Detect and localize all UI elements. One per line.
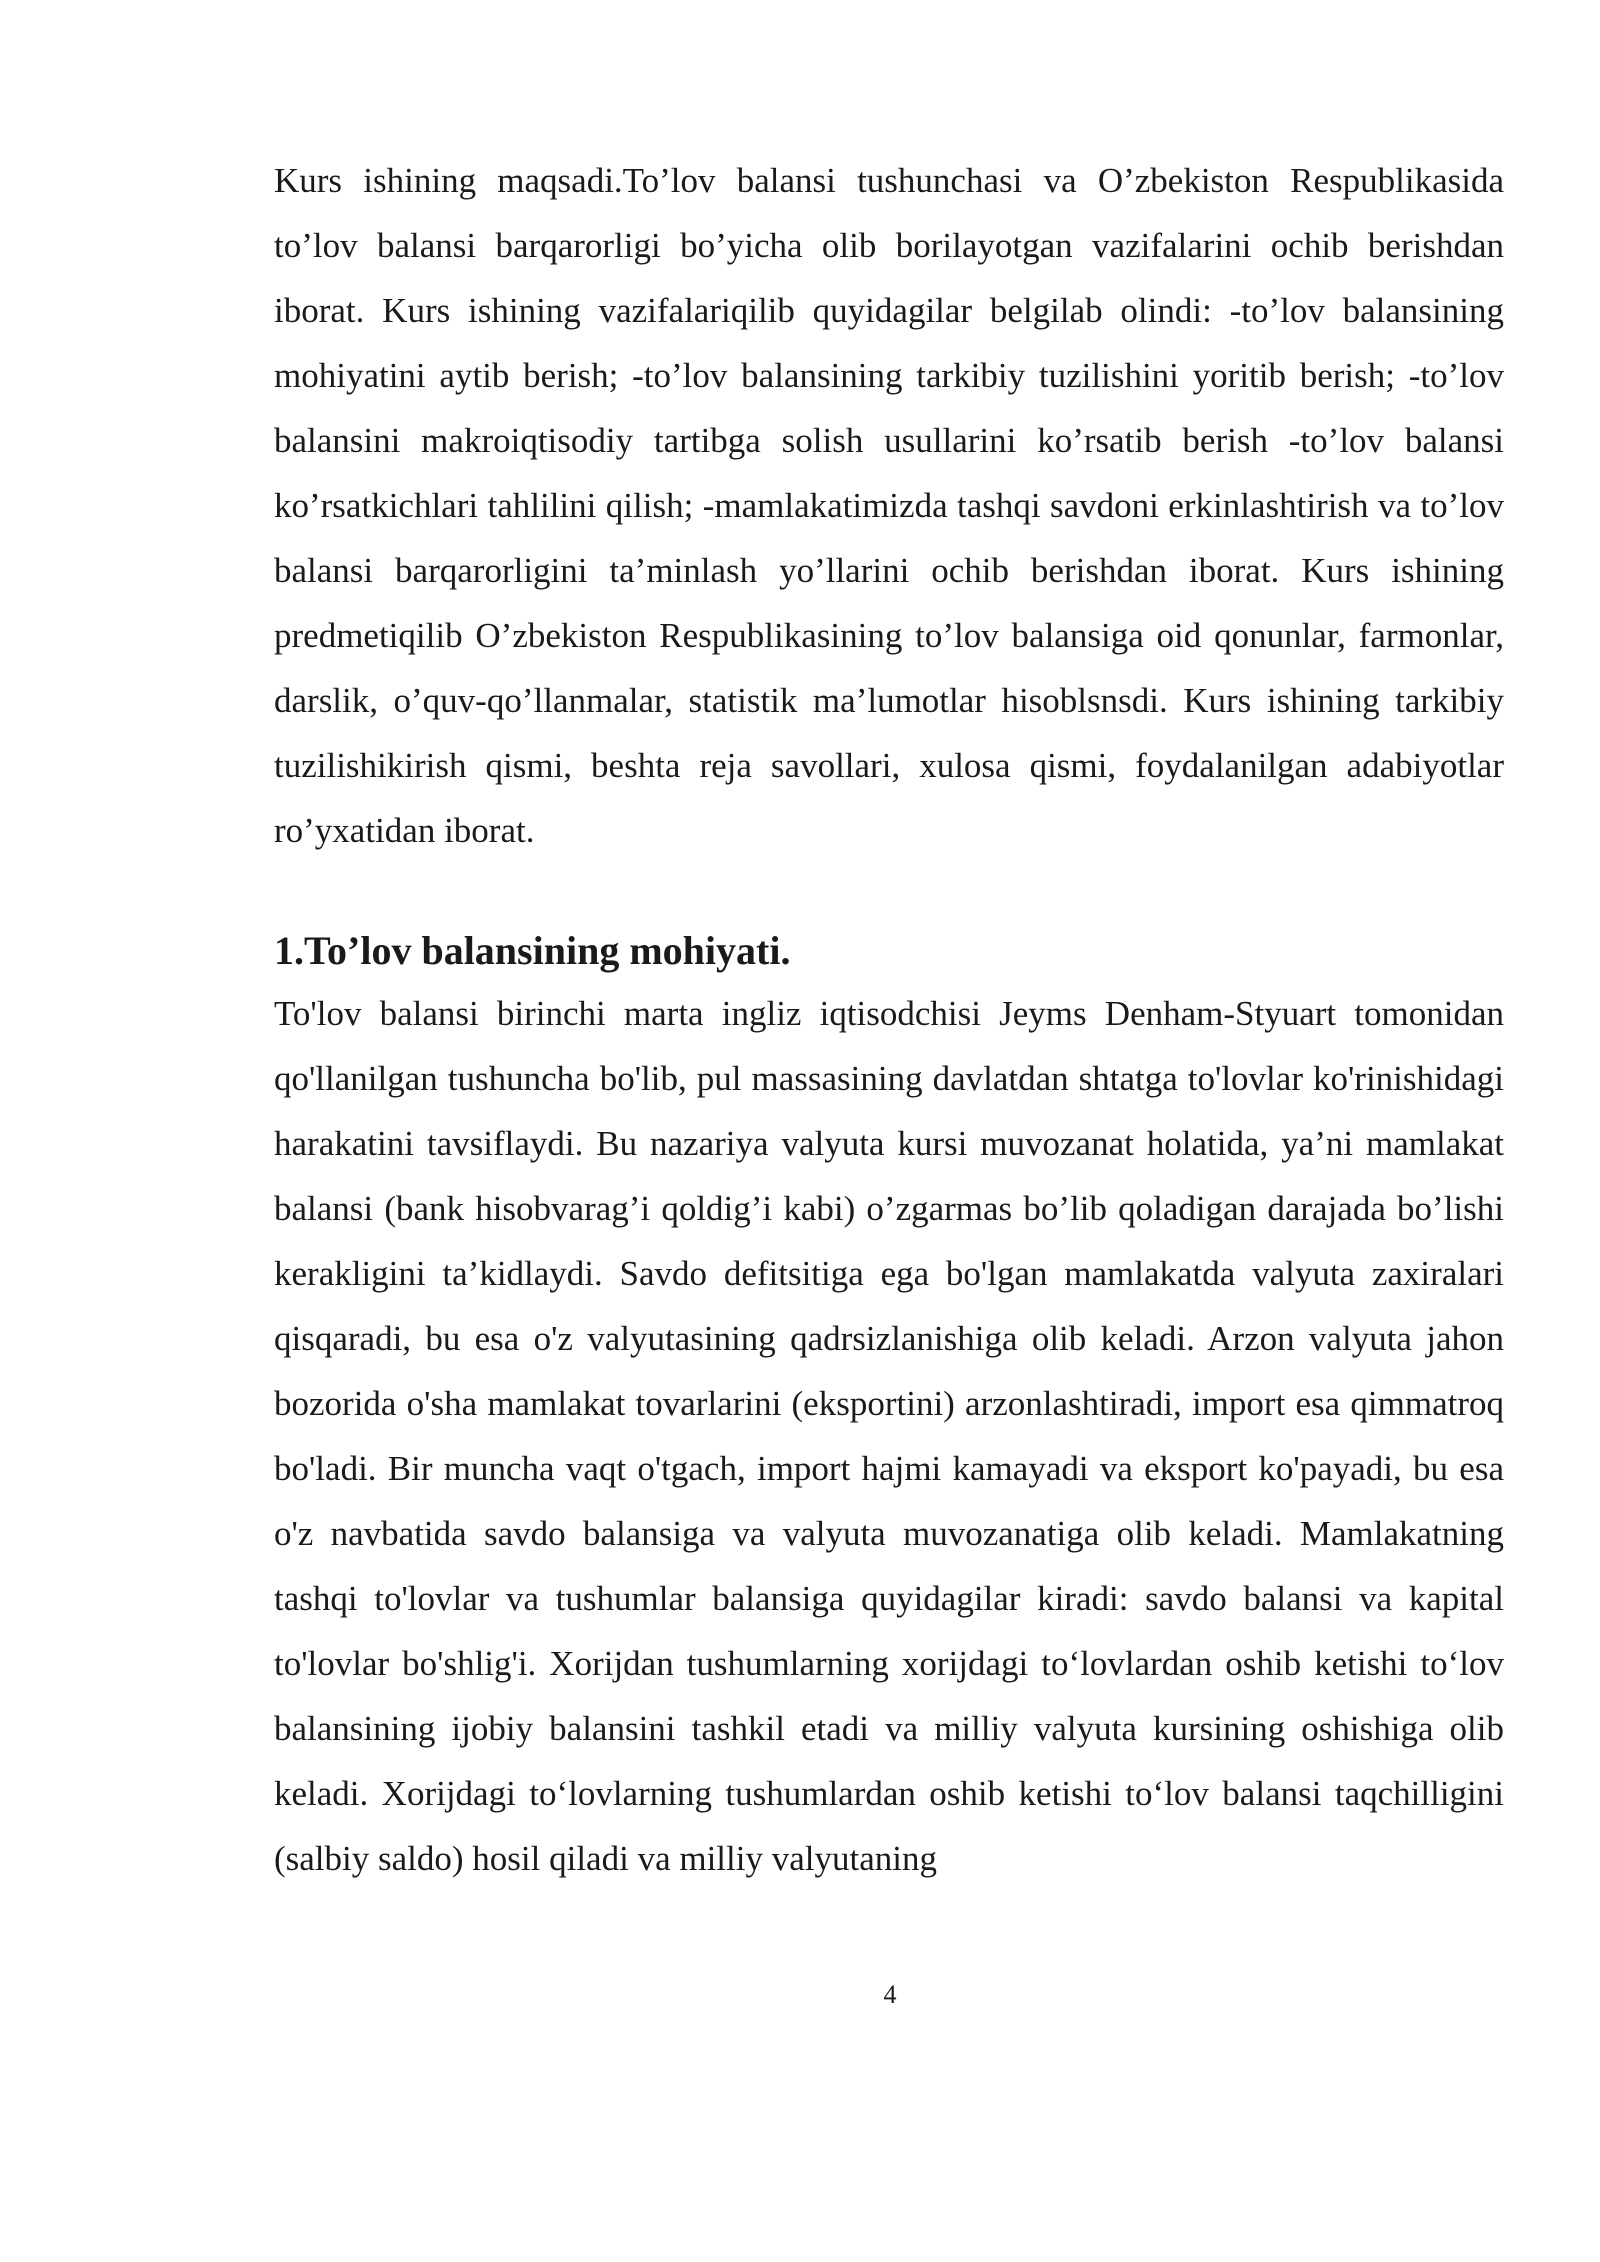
- document-page: [274, 148, 1504, 1891]
- section-heading: 1.To’lov balansining mohiyati.: [274, 928, 791, 973]
- section-paragraph: To'lov balansi birinchi marta ingliz iqtisodchisi Jeyms Denham-Styuart tomonidan qo'llanilgan tushuncha bo'lib, pul massasining davlatdan shtatga to'lovlar ko'rinishidagi harakatini tavsiflaydi. Bu nazariya valyuta kursi muvozanat holatida, ya’ni mamlakat balansi (bank hisobvarag’i qoldig’i kabi) o’zgarmas bo’lib qoladigan darajada bo’lishi kerakligini ta’kidlaydi. Savdo defitsitiga ega bo'lgan mamlakatda valyuta zaxiralari qisqaradi, bu esa o'z valyutasining qadrsizlanishiga olib keladi. Arzon valyuta jahon bozorida o'sha mamlakat tovarlarini (eksportini) arzonlashtiradi, import esa qimmatroq bo'ladi. Bir muncha vaqt o'tgach, import hajmi kamayadi va eksport ko'payadi, bu esa o'z navbatida savdo balansiga va valyuta muvozanatiga olib keladi. Mamlakatning tashqi to'lovlar va tushumlar balansiga quyidagilar kiradi: savdo balansi va kapital to'lovlar bo'shlig'i. Xorijdan tushumlarning xorijdagi to‘lovlardan oshib ketishi to‘lov balansining ijobiy balansini tashkil etadi va milliy valyuta kursining oshishiga olib keladi. Xorijdagi to‘lovlarning tushumlardan oshib ketishi to‘lov balansi taqchilligini (salbiy saldo) hosil qiladi va milliy valyutaning: [274, 994, 1504, 1878]
- page-number: 4: [883, 1980, 897, 2009]
- intro-paragraph: Kurs ishining maqsadi.To’lov balansi tushunchasi va O’zbekiston Respublikasida to’lov balansi barqarorligi bo’yicha olib borilayotgan vazifalarini ochib berishdan iborat. Kurs ishining vazifalariqilib quyidagilar belgilab olindi: -to’lov balansining mohiyatini aytib berish; -to’lov balansining tarkibiy tuzilishini yoritib berish; -to’lov balansini makroiqtisodiy tartibga solish usullarini ko’rsatib berish -to’lov balansi ko’rsatkichlari tahlilini qilish; -mamlakatimizda tashqi savdoni erkinlashtirish va to’lov balansi barqarorligini ta’minlash yo’llarini ochib berishdan iborat. Kurs ishining predmetiqilib O’zbekiston Respublikasining to’lov balansiga oid qonunlar, farmonlar, darslik, o’quv-qo’llanmalar, statistik ma’lumotlar hisoblsnsdi. Kurs ishining tarkibiy tuzilishikirish qismi, beshta reja savollari, xulosa qismi, foydalanilgan adabiyotlar ro’yxatidan iborat.: [274, 161, 1504, 850]
